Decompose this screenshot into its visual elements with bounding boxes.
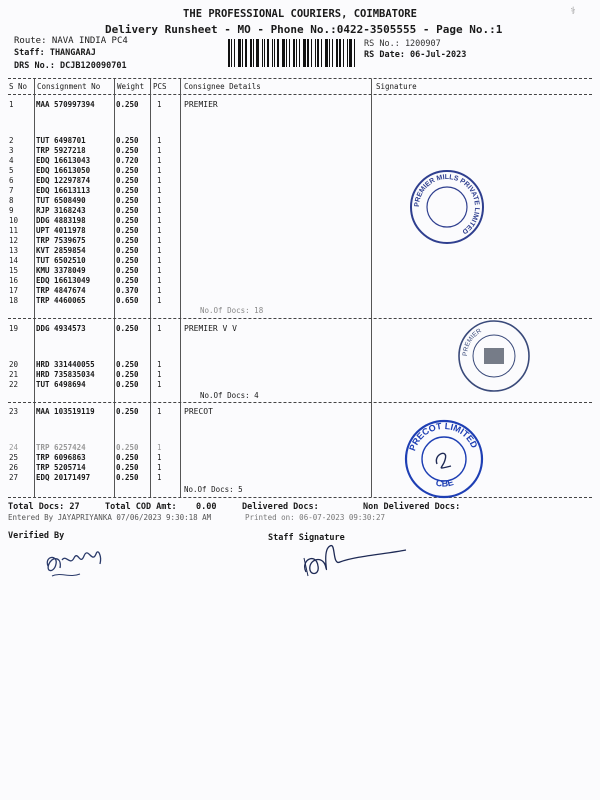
row-pcs: 1: [157, 266, 162, 275]
row-sno: 10: [9, 216, 19, 225]
row-sno: 14: [9, 256, 19, 265]
row-sno: 8: [9, 196, 14, 205]
col-divider: [371, 79, 372, 497]
row-pcs: 1: [157, 176, 162, 185]
row-sno: 21: [9, 370, 19, 379]
table-top-rule: [8, 78, 592, 79]
barcode-bar: [332, 39, 333, 67]
col-divider: [180, 79, 181, 497]
row-consignment: HRD 331440055: [36, 360, 95, 369]
barcode-bar: [354, 39, 355, 67]
barcode-bar: [262, 39, 263, 67]
row-sno: 13: [9, 246, 19, 255]
col-divider: [34, 79, 35, 497]
row-sno: 16: [9, 276, 19, 285]
row-consignment: EDQ 12297874: [36, 176, 91, 185]
row-pcs: 1: [157, 206, 162, 215]
row-sno: 9: [9, 206, 14, 215]
row-sno: 15: [9, 266, 19, 275]
row-sno: 4: [9, 156, 14, 165]
route-label: Route: NAVA INDIA PC4: [14, 36, 128, 46]
row-pcs: 1: [157, 360, 162, 369]
svg-text:CBE: [435, 477, 455, 489]
row-weight: 0.250: [116, 380, 139, 389]
row-sno: 5: [9, 166, 14, 175]
barcode-bar: [245, 39, 247, 67]
barcode-bar: [299, 39, 300, 67]
row-pcs: 1: [157, 246, 162, 255]
row-pcs: 1: [157, 236, 162, 245]
col-header-consignment: Consignment No: [37, 82, 101, 91]
col-header-signature: Signature: [376, 82, 417, 91]
row-weight: 0.250: [116, 236, 139, 245]
row-sno: 19: [9, 324, 19, 333]
corner-scribble-icon: ⚕: [570, 6, 577, 17]
row-weight: 0.720: [116, 156, 139, 165]
col-header-consignee: Consignee Details: [184, 82, 261, 91]
total-cod-label: Total COD Amt:: [105, 502, 177, 512]
verified-by-label: Verified By: [8, 531, 65, 541]
row-pcs: 1: [157, 156, 162, 165]
row-weight: 0.250: [116, 206, 139, 215]
total-docs: Total Docs: 27: [8, 502, 80, 512]
row-sno: 24: [9, 443, 19, 452]
row-pcs: 1: [157, 286, 162, 295]
barcode-bar: [329, 39, 330, 67]
document-subtitle: Delivery Runsheet - MO - Phone No.:0422-3505555 - Page No.:1: [105, 23, 503, 36]
row-pcs: 1: [157, 407, 162, 416]
premier-stamp-text: PREMIER MILLS PRIVATE LIMITED: [413, 173, 481, 235]
row-sno: 23: [9, 407, 19, 416]
barcode-bar: [238, 39, 241, 67]
row-sno: 17: [9, 286, 19, 295]
row-weight: 0.250: [116, 246, 139, 255]
row-consignment: TUT 6498694: [36, 380, 86, 389]
row-consignment: DDG 4883198: [36, 216, 86, 225]
row-pcs: 1: [157, 226, 162, 235]
precot-company-stamp: [403, 418, 485, 500]
document-title: THE PROFESSIONAL COURIERS, COIMBATORE: [183, 8, 417, 20]
barcode-bar: [267, 39, 269, 67]
barcode-bar: [343, 39, 344, 67]
svg-text:PREMIER: [462, 327, 483, 356]
no-of-docs: No.Of Docs: 4: [200, 391, 259, 400]
row-consignment: MAA 570997394: [36, 100, 95, 109]
col-header-weight: Weight: [117, 82, 145, 91]
row-pcs: 1: [157, 216, 162, 225]
row-consignment: UPT 4011978: [36, 226, 86, 235]
rs-date: RS Date: 06-Jul-2023: [364, 50, 467, 60]
barcode-bar: [282, 39, 285, 67]
row-sno: 6: [9, 176, 14, 185]
row-weight: 0.250: [116, 407, 139, 416]
row-pcs: 1: [157, 324, 162, 333]
row-consignment: MAA 103519119: [36, 407, 95, 416]
consignee-name: PRECOT: [184, 407, 213, 416]
barcode-bar: [293, 39, 295, 67]
table-bottom-rule: [8, 497, 592, 498]
row-sno: 20: [9, 360, 19, 369]
col-divider: [114, 79, 115, 497]
row-pcs: 1: [157, 380, 162, 389]
row-weight: 0.250: [116, 216, 139, 225]
row-sno: 7: [9, 186, 14, 195]
row-pcs: 1: [157, 453, 162, 462]
row-weight: 0.250: [116, 276, 139, 285]
row-consignment: EDQ 16613050: [36, 166, 91, 175]
rs-number: RS No.: 1200907: [364, 39, 441, 49]
row-weight: 0.250: [116, 136, 139, 145]
col-divider: [150, 79, 151, 497]
row-pcs: 1: [157, 370, 162, 379]
row-pcs: 1: [157, 146, 162, 155]
table-header-rule: [8, 94, 592, 95]
row-weight: 0.250: [116, 196, 139, 205]
row-weight: 0.250: [116, 166, 139, 175]
barcode-bar: [315, 39, 316, 67]
barcode-bar: [311, 39, 312, 67]
barcode-bar: [349, 39, 352, 67]
barcode-bar: [336, 39, 338, 67]
precot-stamp-top-text: PRECOT LIMITED: [407, 420, 480, 453]
barcode-bar: [325, 39, 328, 67]
barcode-bar: [274, 39, 275, 67]
row-weight: 0.250: [116, 186, 139, 195]
barcode-bar: [317, 39, 319, 67]
row-pcs: 1: [157, 136, 162, 145]
barcode-bar: [234, 39, 235, 67]
row-pcs: 1: [157, 196, 162, 205]
row-sno: 11: [9, 226, 19, 235]
no-of-docs: No.Of Docs: 18: [200, 306, 264, 315]
barcode-bar: [303, 39, 306, 67]
premier-vv-stamp-text: PREMIER: [461, 327, 483, 357]
col-header-pcs: PCS: [153, 82, 167, 91]
barcode-bar: [250, 39, 252, 67]
col-header-sno: S No: [9, 82, 28, 91]
row-weight: 0.250: [116, 453, 139, 462]
row-consignment: TRP 6257424: [36, 443, 86, 452]
row-weight: 0.250: [116, 473, 139, 482]
row-pcs: 1: [157, 276, 162, 285]
row-consignment: TUT 6498701: [36, 136, 86, 145]
row-consignment: TRP 4460065: [36, 296, 86, 305]
row-pcs: 1: [157, 186, 162, 195]
staff-signature: [296, 536, 416, 582]
consignee-name: PREMIER: [184, 100, 218, 109]
delivered-docs: Delivered Docs:: [242, 502, 319, 512]
row-pcs: 1: [157, 473, 162, 482]
barcode-bar: [307, 39, 309, 67]
barcode-bar: [253, 39, 254, 67]
verified-by-signature: [40, 536, 110, 582]
row-sno: 3: [9, 146, 14, 155]
row-consignment: TRP 5205714: [36, 463, 86, 472]
row-weight: 0.250: [116, 463, 139, 472]
row-sno: 18: [9, 296, 19, 305]
row-weight: 0.250: [116, 324, 139, 333]
row-consignment: TRP 7539675: [36, 236, 86, 245]
non-delivered-docs: Non Delivered Docs:: [363, 502, 461, 512]
barcode-bar: [339, 39, 341, 67]
svg-text:PREMIER MILLS PRIVATE LIMITED: [414, 174, 480, 235]
row-weight: 0.250: [116, 360, 139, 369]
barcode-bar: [264, 39, 265, 67]
row-pcs: 1: [157, 256, 162, 265]
row-consignment: EDQ 16613113: [36, 186, 91, 195]
row-weight: 0.250: [116, 226, 139, 235]
row-consignment: EDQ 16613049: [36, 276, 91, 285]
barcode-bar: [296, 39, 297, 67]
drs-number: DRS No.: DCJB120090701: [14, 61, 127, 71]
row-sno: 25: [9, 453, 19, 462]
row-pcs: 1: [157, 296, 162, 305]
row-consignment: TUT 6508490: [36, 196, 86, 205]
premier-company-stamp: [408, 168, 486, 246]
barcode-bar: [242, 39, 243, 67]
row-weight: 0.250: [116, 100, 139, 109]
row-pcs: 1: [157, 100, 162, 109]
premier-vv-company-stamp: [456, 318, 532, 394]
barcode: [228, 39, 358, 67]
barcode-bar: [256, 39, 259, 67]
row-consignment: TUT 6502510: [36, 256, 86, 265]
row-weight: 0.250: [116, 146, 139, 155]
precot-stamp-bottom-text: CBE: [435, 477, 455, 489]
row-sno: 26: [9, 463, 19, 472]
consignee-name: PREMIER V V: [184, 324, 237, 333]
row-consignment: RJP 3168243: [36, 206, 86, 215]
barcode-bar: [286, 39, 287, 67]
row-sno: 2: [9, 136, 14, 145]
row-consignment: KMU 3378049: [36, 266, 86, 275]
row-weight: 0.250: [116, 176, 139, 185]
barcode-bar: [231, 39, 232, 67]
total-cod-value: 0.00: [196, 502, 217, 512]
row-sno: 27: [9, 473, 19, 482]
barcode-bar: [228, 39, 230, 67]
row-weight: 0.250: [116, 443, 139, 452]
barcode-bar: [347, 39, 348, 67]
row-pcs: 1: [157, 166, 162, 175]
row-consignment: HRD 735835034: [36, 370, 95, 379]
row-weight: 0.370: [116, 286, 139, 295]
group-rule: [8, 402, 592, 403]
barcode-bar: [272, 39, 273, 67]
no-of-docs: No.Of Docs: 5: [184, 485, 243, 494]
barcode-bar: [321, 39, 322, 67]
printed-on: Printed on: 06-07-2023 09:30:27: [245, 513, 385, 522]
row-consignment: EDQ 20171497: [36, 473, 91, 482]
row-weight: 0.650: [116, 296, 139, 305]
row-weight: 0.250: [116, 266, 139, 275]
entered-by: Entered By JAYAPRIYANKA 07/06/2023 9:30:18 AM: [8, 513, 212, 522]
row-weight: 0.250: [116, 256, 139, 265]
row-sno: 12: [9, 236, 19, 245]
row-sno: 22: [9, 380, 19, 389]
staff-label: Staff: THANGARAJ: [14, 48, 96, 58]
row-weight: 0.250: [116, 370, 139, 379]
row-consignment: EDQ 16613043: [36, 156, 91, 165]
row-pcs: 1: [157, 443, 162, 452]
staff-signature-label: Staff Signature: [268, 533, 345, 543]
row-consignment: TRP 6096863: [36, 453, 86, 462]
row-consignment: TRP 4847674: [36, 286, 86, 295]
row-sno: 1: [9, 100, 14, 109]
barcode-bar: [277, 39, 279, 67]
row-consignment: TRP 5927218: [36, 146, 86, 155]
barcode-bar: [289, 39, 290, 67]
row-consignment: DDG 4934573: [36, 324, 86, 333]
row-consignment: KVT 2859854: [36, 246, 86, 255]
row-pcs: 1: [157, 463, 162, 472]
